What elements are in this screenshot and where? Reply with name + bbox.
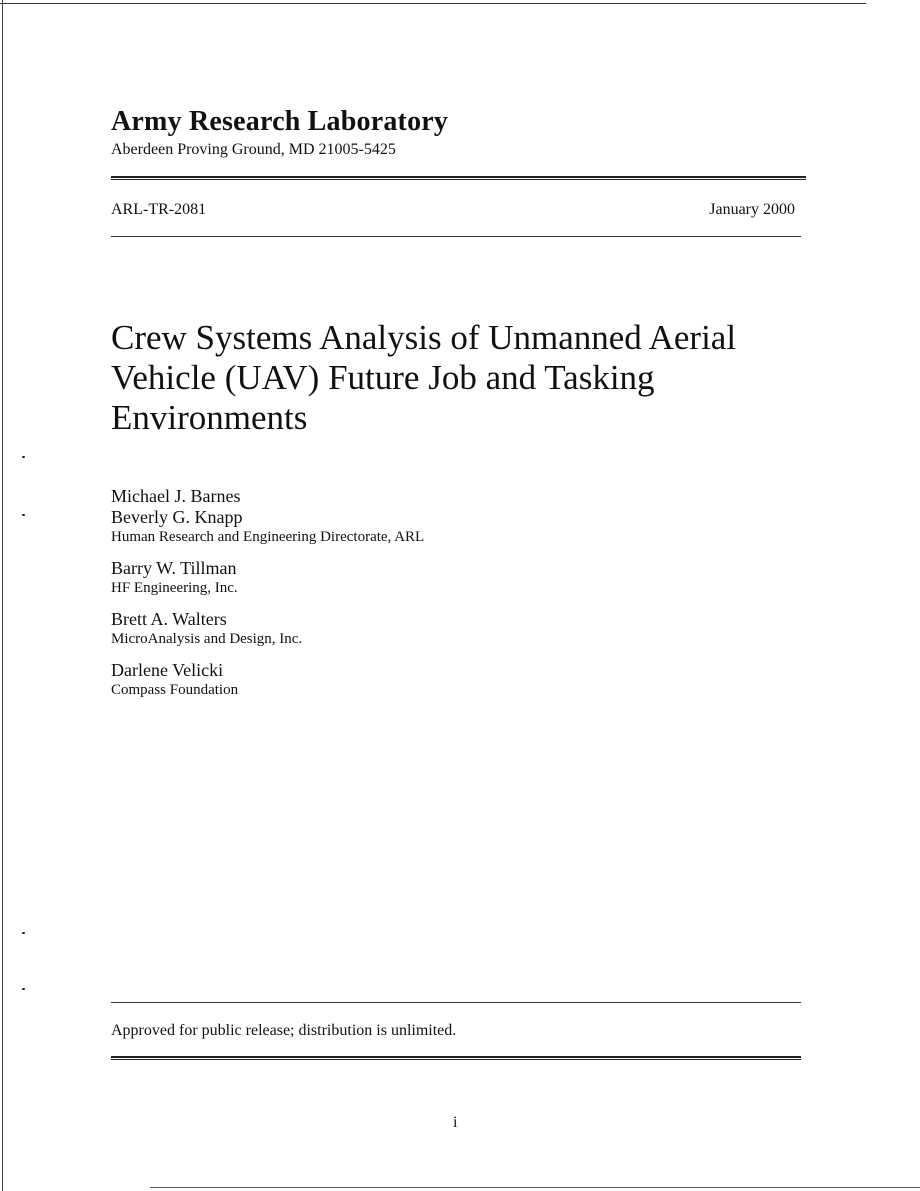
scan-speck (22, 514, 25, 516)
author-name: Brett A. Walters (111, 609, 227, 629)
scan-edge-top (0, 3, 866, 4)
author-name: Michael J. Barnes (111, 486, 241, 506)
scan-speck (22, 456, 25, 458)
report-number: ARL-TR-2081 (111, 201, 207, 218)
author-list (111, 486, 711, 711)
header-single-rule (111, 236, 801, 237)
header-double-rule (111, 176, 806, 180)
author-affiliation: Human Research and Engineering Directorate, ARL (111, 529, 425, 545)
title-line: Vehicle (UAV) Future Job and Tasking (111, 358, 655, 397)
scan-speck (22, 932, 25, 934)
distribution-statement: Approved for public release; distribution is unlimited. (111, 1022, 457, 1039)
title-line: Crew Systems Analysis of Unmanned Aerial (111, 318, 737, 357)
scan-edge-left (2, 0, 3, 1191)
author-group (111, 558, 711, 598)
author-name: Beverly G. Knapp (111, 507, 243, 527)
title-line: Environments (111, 398, 308, 437)
author-affiliation: HF Engineering, Inc. (111, 580, 238, 596)
author-affiliation: MicroAnalysis and Design, Inc. (111, 631, 303, 647)
author-name: Barry W. Tillman (111, 558, 237, 578)
footer-double-rule (111, 1056, 801, 1060)
organization-name: Army Research Laboratory (111, 106, 449, 137)
author-affiliation: Compass Foundation (111, 682, 239, 698)
author-name: Darlene Velicki (111, 660, 224, 680)
organization-address: Aberdeen Proving Ground, MD 21005-5425 (111, 141, 396, 158)
page-number: i (453, 1114, 458, 1131)
author-group (111, 486, 711, 547)
report-title (111, 318, 791, 438)
scan-edge-bottom (150, 1187, 920, 1188)
author-group (111, 660, 711, 700)
scan-speck (22, 988, 25, 990)
footer-top-rule (111, 1002, 801, 1003)
report-date: January 2000 (709, 201, 795, 218)
author-group (111, 609, 711, 649)
